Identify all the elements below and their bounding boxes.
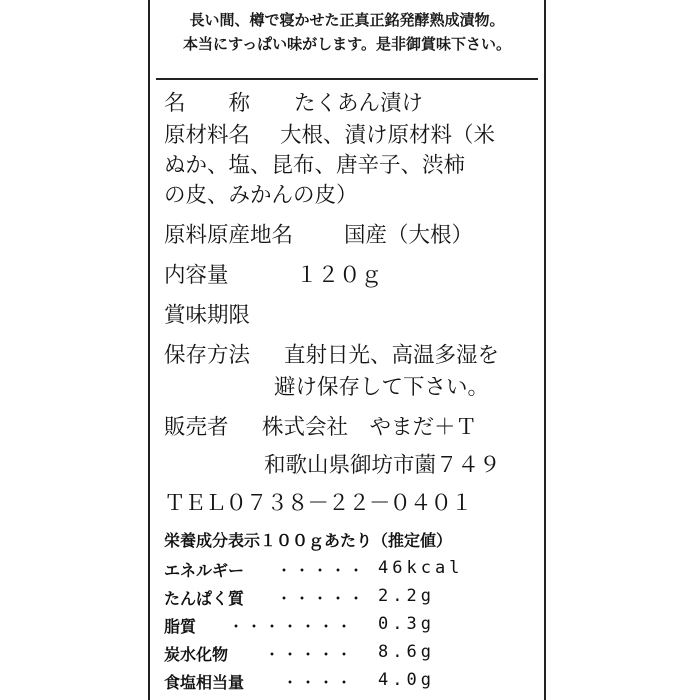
ingredients-line-3: の皮、みかんの皮） <box>164 183 358 208</box>
product-label <box>148 0 546 700</box>
best-before-key: 賞味期限 <box>164 303 251 328</box>
nutrition-row <box>164 642 534 668</box>
name-value: たくあん漬け <box>294 91 424 116</box>
content-key: 内容量 <box>164 263 229 288</box>
nutrition-name: 食塩相当量 <box>164 673 245 692</box>
nutrition-row <box>164 586 534 612</box>
nutrition-name: エネルギー <box>164 561 245 580</box>
nutrition-value: 8.6g <box>378 642 435 662</box>
name-key: 名 称 <box>164 91 251 116</box>
origin-value: 国産（大根） <box>344 223 474 248</box>
ingredients-key: 原材料名 <box>164 123 251 148</box>
nutrition-title: 栄養成分表示１００ｇあたり（推定値） <box>164 531 453 550</box>
seller-company: 株式会社 やまだ＋Ｔ <box>262 415 478 440</box>
nutrition-row <box>164 614 534 640</box>
nutrition-leader: ・・・・・ <box>276 589 367 608</box>
storage-line-2: 避け保存して下さい。 <box>274 375 490 400</box>
nutrition-leader: ・・・・・ <box>264 645 355 664</box>
nutrition-value: 0.3g <box>378 614 435 634</box>
header-divider <box>156 78 538 80</box>
seller-tel: ＴＥＬ０７３８－２２－０４０１ <box>164 491 472 516</box>
ingredients-line-1: 大根、漬け原材料（米 <box>280 123 496 148</box>
storage-key: 保存方法 <box>164 343 251 368</box>
nutrition-leader: ・・・・・ <box>276 561 367 580</box>
header-line-1: 長い間、樽で寝かせた正真正銘発酵熟成漬物。 <box>189 11 505 29</box>
nutrition-value: 46kcal <box>378 558 464 578</box>
header-line-2: 本当にすっぱい味がします。是非御賞味下さい。 <box>183 35 511 53</box>
nutrition-name: 脂質 <box>164 617 197 636</box>
nutrition-row <box>164 670 534 696</box>
content-value: １２０ｇ <box>296 263 383 288</box>
nutrition-name: 炭水化物 <box>164 645 229 664</box>
nutrition-leader: ・・・・・・・ <box>228 617 355 636</box>
nutrition-value: 4.0g <box>378 670 435 690</box>
nutrition-name: たんぱく質 <box>164 589 245 608</box>
nutrition-leader: ・・・・ <box>282 673 355 692</box>
storage-line-1: 直射日光、高温多湿を <box>284 343 500 368</box>
ingredients-line-2: ぬか、塩、昆布、唐辛子、渋柿 <box>164 153 466 178</box>
label-header <box>150 8 544 74</box>
seller-key: 販売者 <box>164 415 229 440</box>
origin-key: 原料原産地名 <box>164 223 294 248</box>
nutrition-row <box>164 558 534 584</box>
nutrition-value: 2.2g <box>378 586 435 606</box>
seller-address: 和歌山県御坊市薗７４９ <box>264 453 501 478</box>
